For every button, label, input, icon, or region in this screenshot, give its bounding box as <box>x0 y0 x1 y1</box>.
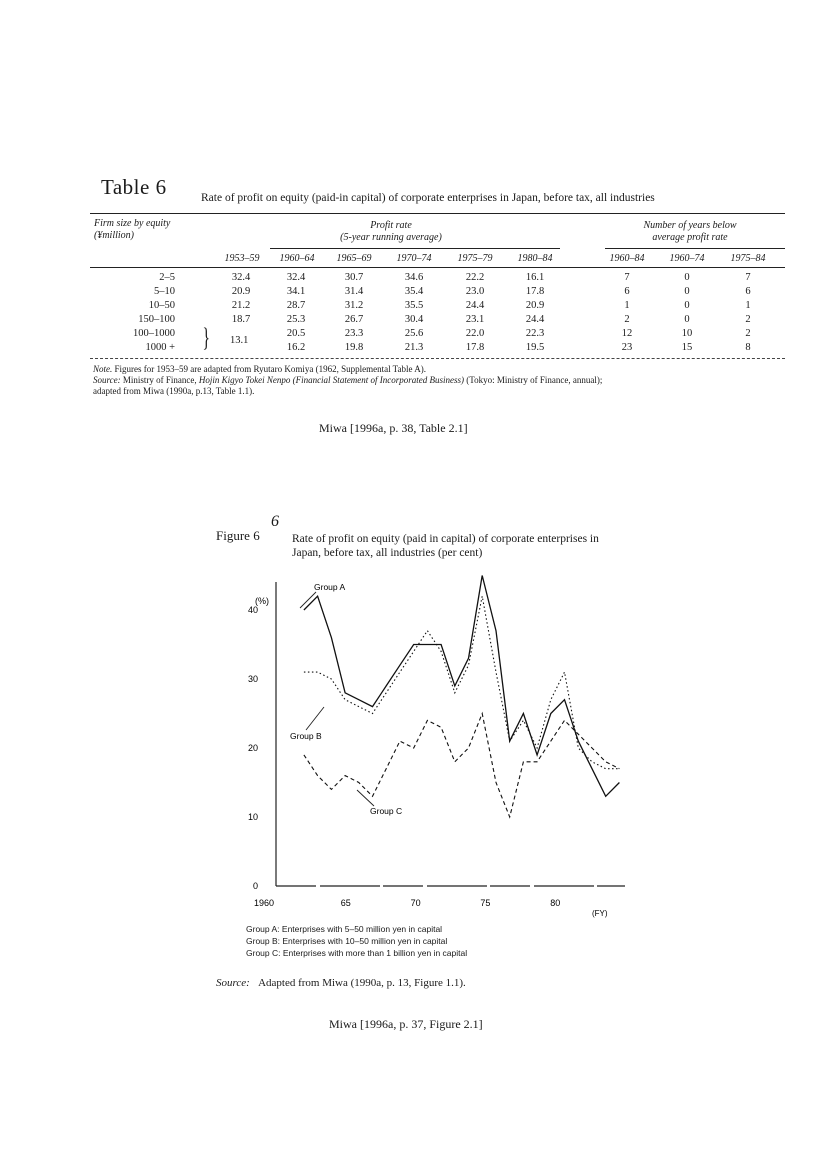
y-unit-label: (%) <box>255 596 269 606</box>
col-1953-59: 1953–59 <box>224 253 260 264</box>
row-cell: 25.6 <box>404 328 424 339</box>
y-tick-label: 20 <box>247 743 258 753</box>
x-unit-label: (FY) <box>592 909 608 918</box>
note-label: Note. <box>93 364 113 374</box>
row-cell: 31.4 <box>344 286 364 297</box>
figure-title-line2: Japan, before tax, all industries (per cent) <box>292 547 483 559</box>
row-cell: 22.0 <box>465 328 485 339</box>
row-cell: 1 <box>745 300 751 311</box>
row-cell: 32.4 <box>231 272 251 283</box>
annotation-group-c-leader <box>357 790 374 806</box>
row-cell: 2 <box>745 314 751 325</box>
line-chart <box>240 570 640 920</box>
row-size: 5–10 <box>154 286 175 297</box>
col-years-1975-84: 1975–84 <box>730 253 766 264</box>
years-subrule <box>605 248 785 249</box>
years-header-line1: Number of years below <box>643 220 737 231</box>
y-tick-label: 40 <box>247 605 258 615</box>
table-note <box>93 364 426 375</box>
annotation-group-b: Group B <box>290 731 322 741</box>
source-label: Source: <box>93 375 121 385</box>
row-cell: 6 <box>745 286 751 297</box>
row-size: 100–1000 <box>133 328 175 339</box>
annotation-group-c: Group C <box>370 806 403 816</box>
annotation-group-a: Group A <box>314 582 346 592</box>
merged-value: 13.1 <box>230 335 249 346</box>
row-cell: 22.2 <box>465 272 485 283</box>
row-cell: 16.1 <box>525 272 545 283</box>
profit-rate-header <box>326 220 456 244</box>
profit-header-line1: Profit rate <box>370 220 412 231</box>
row-cell: 0 <box>684 300 690 311</box>
row-cell: 23.3 <box>344 328 364 339</box>
row-cell: 6 <box>624 286 630 297</box>
row-cell: 21.2 <box>231 300 251 311</box>
col-years-1960-74: 1960–74 <box>669 253 705 264</box>
row-cell: 2 <box>745 328 751 339</box>
row-cell: 10 <box>681 328 693 339</box>
row-cell: 1 <box>624 300 630 311</box>
row-size: 1000 + <box>145 342 175 353</box>
series-line-group-b <box>304 596 620 769</box>
series-line-group-c <box>304 714 620 818</box>
col-1975-79: 1975–79 <box>457 253 493 264</box>
y-tick-label: 30 <box>247 674 258 684</box>
row-cell: 23.1 <box>465 314 485 325</box>
row-cell: 35.4 <box>404 286 424 297</box>
row-cell: 0 <box>684 314 690 325</box>
years-header-line2: average profit rate <box>652 232 728 243</box>
row-cell: 32.4 <box>286 272 306 283</box>
row-cell: 19.5 <box>525 342 545 353</box>
row-cell: 20.5 <box>286 328 306 339</box>
col-1965-69: 1965–69 <box>336 253 372 264</box>
legend-group-c: Group C: Enterprises with more than 1 billion yen in capital <box>246 948 468 958</box>
firm-size-header <box>94 218 170 242</box>
row-cell: 34.1 <box>286 286 306 297</box>
row-size: 2–5 <box>159 272 175 283</box>
firm-size-header-line1: Firm size by equity <box>94 218 171 229</box>
figure-handwritten-number: 6 <box>271 513 279 530</box>
source-text-b: (Tokyo: Ministry of Finance, annual); <box>466 375 603 385</box>
row-cell: 31.2 <box>344 300 364 311</box>
y-tick-label: 0 <box>252 881 258 891</box>
table-heading: Table 6 <box>101 175 167 199</box>
x-tick-label: 75 <box>480 898 491 908</box>
figure-source-label: Source: <box>216 977 250 989</box>
row-cell: 20.9 <box>525 300 545 311</box>
years-below-header <box>620 220 760 244</box>
row-cell: 21.3 <box>404 342 424 353</box>
row-cell: 7 <box>624 272 630 283</box>
row-cell: 12 <box>621 328 633 339</box>
table-top-rule <box>90 213 785 214</box>
row-size: 150–100 <box>138 314 175 325</box>
y-tick-label: 10 <box>247 812 258 822</box>
row-cell: 17.8 <box>525 286 545 297</box>
figure-source <box>216 977 466 989</box>
row-cell: 17.8 <box>465 342 485 353</box>
row-cell: 28.7 <box>286 300 306 311</box>
row-cell: 25.3 <box>286 314 306 325</box>
chart-labels <box>248 582 608 918</box>
figure-reference: Miwa [1996a, p. 37, Figure 2.1] <box>329 1017 483 1031</box>
row-cell: 24.4 <box>525 314 545 325</box>
row-size: 10–50 <box>148 300 175 311</box>
figure-source-text: Adapted from Miwa (1990a, p. 13, Figure 1.1). <box>258 977 466 989</box>
note-text: Figures for 1953–59 are adapted from Ryutaro Komiya (1962, Supplemental Table A). <box>114 364 427 374</box>
row-cell: 0 <box>684 272 690 283</box>
profit-subrule <box>270 248 560 249</box>
col-1960-64: 1960–64 <box>279 253 315 264</box>
annotation-group-b-leader <box>306 707 324 730</box>
row-cell: 15 <box>681 342 693 353</box>
row-cell: 18.7 <box>231 314 251 325</box>
table-bottom-rule <box>90 358 785 359</box>
chart-series <box>304 576 620 818</box>
figure-title-line1: Rate of profit on equity (paid in capital) of corporate enterprises in <box>292 533 599 545</box>
table-caption: Rate of profit on equity (paid-in capital) of corporate enterprises in Japan, before tax, all industries <box>201 192 655 204</box>
row-cell: 16.2 <box>286 342 306 353</box>
row-cell: 7 <box>745 272 751 283</box>
figure-label: Figure 6 <box>216 528 260 543</box>
row-cell: 23 <box>621 342 633 353</box>
row-cell: 2 <box>624 314 630 325</box>
row-cell: 30.7 <box>344 272 364 283</box>
firm-size-header-line2: (¥million) <box>94 230 134 241</box>
x-tick-label: 80 <box>550 898 561 908</box>
row-cell: 19.8 <box>344 342 364 353</box>
source-title: Hojin Kigyo Tokei Nenpo (Financial Statement of Incorporated Business) <box>198 375 465 385</box>
col-1970-74: 1970–74 <box>396 253 432 264</box>
row-cell: 35.5 <box>404 300 424 311</box>
x-tick-label: 65 <box>340 898 351 908</box>
x-tick-label: 70 <box>410 898 421 908</box>
series-line-group-a <box>304 576 620 797</box>
row-cell: 34.6 <box>404 272 424 283</box>
x-tick-label: 1960 <box>253 898 275 908</box>
row-cell: 20.9 <box>231 286 251 297</box>
row-cell: 23.0 <box>465 286 485 297</box>
row-cell: 0 <box>684 286 690 297</box>
row-cell: 30.4 <box>404 314 424 325</box>
legend-group-a: Group A: Enterprises with 5–50 million yen in capital <box>246 924 443 934</box>
row-brace: } <box>202 323 210 352</box>
table-header-rule <box>90 267 785 268</box>
profit-header-line2: (5-year running average) <box>340 232 442 243</box>
col-1980-84: 1980–84 <box>517 253 553 264</box>
row-cell: 24.4 <box>465 300 485 311</box>
table-reference: Miwa [1996a, p. 38, Table 2.1] <box>319 421 468 435</box>
source-text-a: Ministry of Finance, <box>122 375 197 385</box>
table-source <box>93 375 783 386</box>
col-years-1960-84: 1960–84 <box>609 253 645 264</box>
row-cell: 26.7 <box>344 314 364 325</box>
legend-group-b: Group B: Enterprises with 10–50 million yen in capital <box>246 936 448 946</box>
table-source-line2: adapted from Miwa (1990a, p.13, Table 1.1). <box>93 386 255 396</box>
row-cell: 8 <box>745 342 751 353</box>
row-cell: 22.3 <box>525 328 545 339</box>
